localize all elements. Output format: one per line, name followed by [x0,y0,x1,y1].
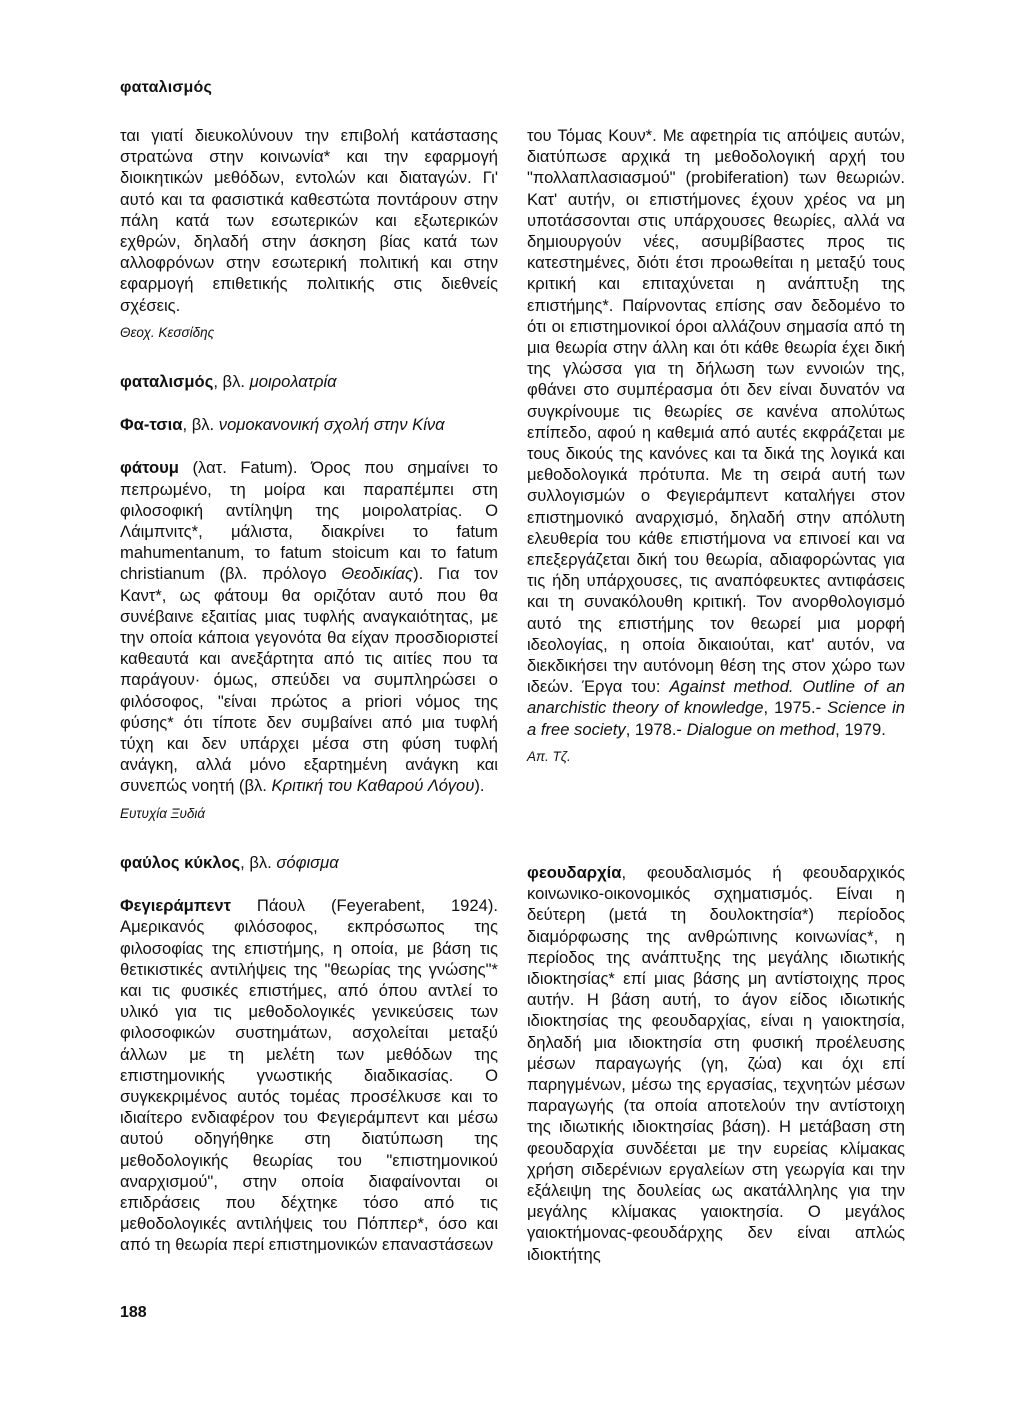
entry-term: Φα-τσια [120,415,183,435]
work-title: Against method. Outline of an anarchistic theory of knowledge [527,677,905,718]
entry-faulos-kyklos [120,852,498,873]
cross-reference: σόφισμα [276,852,339,872]
entry-text: , φεουδαλισμός ή φεουδαρχικός κοινωνικο-οικονομικός σχηματισμός. Είναι η δεύτερη (μετά τη δουλοκτησία*) περίοδος διαμόρφωσης της ανθρώπινης κοινωνίας*, η περίοδος της ανάπτυξης της μεγάλης ιδιωτικής ιδιοκτησίας* επί μιας βάσης μη αντίστοιχης προς αυτήν. Η βάση αυτή, το άγον είδος ιδιωτικής ιδιοκτησίας της φεουδαρχίας, είναι η γαιοκτησία, δηλαδή μια ιδιοκτησία στη φυσική προέλευσης μέσων παραγωγής (γη, ζώα) και όχι επί παρηγμένων, μέσω της εργασίας, τεχνητών μέσων παραγωγής (τα οποία αποτελούν την αντίστοιχη της ιδιωτικής ιδιοκτησίας βάση). Η μετάβαση στη φεουδαρχία συνδέεται με την ευρείας κλίμακας χρήση σιδερένιων εργαλείων στη γεωργία και την εξάλειψη της δουλείας ως ακατάλληλης για την μεγάλης κλίμακας γαιοκτησία. Ο μεγάλος γαιοκτήμονας-φεουδάρχης δεν είναι απλώς ιδιοκτήτης [527,863,905,1264]
entry-term: φεουδαρχία [527,863,622,882]
entry-text: Πάουλ (Feyerabent, 1924). Αμερικανός φιλόσοφος, εκπρόσωπος της φιλοσοφίας της επιστήμης, η οποία, με βάση τις θετικιστικές αντιλήψεις της "θεωρίας της γνώσης"* και τις φυσικές επιστήμες, από όπου αντλεί το υλικό για τις μεθοδολογικές γενικεύσεις των φιλοσοφικών συστημάτων, ασχολείται μεταξύ άλλων με τη μελέτη των μεθόδων της επιστημονικής γνωστικής διαδικασίας. Ο συγκεκριμένος αυτός τομέας προσέλκυσε και το ιδιαίτερο ενδιαφέρον του Φεγιεράμπεντ και μέσω αυτού οδηγήθηκε στη διατύπωση της μεθοδολογικής θεωρίας του "επιστημονικού αναρχισμού", στην οποία διαφαίνονται οι επιδράσεις που δέχτηκε τόσο από τις μεθοδολογικές αντιλήψεις του Πόππερ*, όσο και από τη θεωρία περί επιστημονικών επαναστάσεων [120,896,498,1255]
entry-text: ). Για τον Καντ*, ως φάτουμ θα οριζόταν αυτό που θα συνέβαινε εξαιτίας μιας τυφλής αναγκαιότητας, με την οποία κάποια γεγονότα θα είχαν προσδιοριστεί καθεαυτά και ανεξάρτητα από τις αιτίες που τα παράγουν· όμως, σπεύδει να συμπληρώσει ο φιλόσοφος, "είναι πρώτος a priori νόμος της φύσης* ότι τίποτε δεν συμβαίνει από μια τυφλή τύχη και δεν υπάρχει μέσα στη φύση τυφλή ανάγκη, αλλά μόνο εξαρτημένη ανάγκη και συνεπώς νοητή (βλ. [120,564,498,796]
italic-title: Θεοδικίας [341,564,414,584]
left-column [120,125,498,1256]
cross-reference: νομοκανονική σχολή στην Κίνα [218,415,445,435]
entry-text: ). [474,776,485,796]
entry-fa-tsia [120,414,498,435]
entry-text: (λατ. Fatum). Όρος που σημαίνει το πεπρωμένο, τη μοίρα και παραπέμπει στη φιλοσοφική αντίληψη της μοιρολατρίας. Ο Λάιμπνιτς*, μάλιστα, διακρίνει το fatum mahumentanum, το fatum stoicum και το fatum christianum (βλ. πρόλογο [120,458,498,584]
entry-text: του Τόμας Κουν*. Με αφετηρία τις απόψεις αυτών, διατύπωσε αρχικά τη μεθοδολογική αρχή του "πολλαπλασιασμού" (probiferation) των θεωριών. Κατ' αυτήν, οι επιστήμονες έχουν χρέος να μη υποτάσσονται στις υπάρχουσες θεωρίες, αλλά να δημιουργούν νέες, ασυμβίβαστες προς τις κατεστημένες, διότι έτσι προωθείται η μεταξύ τους κριτική και επιταχύνεται η ανάπτυξη της επιστήμης*. Παίρνοντας επίσης σαν δεδομένο το ότι οι επιστημονικοί όροι αλλάζουν σημασία από τη μια θεωρία στην άλλη και ότι κάθε θεωρία έχει δική της γλώσσα για τη δήλωση των εννοιών της, φθάνει στο συμπέρασμα ότι δεν είναι δυνατόν να συγκρίνουμε τις θεωρίες σε κανένα απολύτως επίπεδο, αφού η καθεμιά από αυτές εκφράζεται με τους δικούς της κανόνες και τα δικά της λογικά και μεθοδολογικά πρότυπα. Με τη σειρά αυτή των συλλογισμών ο Φεγιεράμπεντ καταλήγει στον επιστημονικό αναρχισμό, δηλαδή στην απόλυτη ελευθερία του κάθε επιστήμονα να επινοεί και να επεξεργάζεται δική του θεωρία, αδιαφορώντας για τις ήδη υπάρχουσες, τις αναπόφευκτες αντιφάσεις και τη συνακόλουθη κριτική. Τον ανορθολογισμό αυτό της επιστήμης τον θεωρεί μια μορφή ιδεολογίας, η οποία δικαιούται, κατ' αυτόν, να διεκδικήσει την αυτόνομη θέση της στον χώρο των ιδεών. Έργα του: [527,126,905,697]
paragraph-feyerabend-cont [527,125,905,740]
entry-term: φαύλος κύκλος [120,852,241,872]
entry-ref: , βλ. [240,852,277,872]
author-signature: Θεοχ. Κεσσίδης [120,324,215,340]
author-signature: Ευτυχία Ξυδιά [120,805,206,821]
entry-ref: , βλ. [213,372,250,392]
entry-text: , 1975.- [763,698,828,718]
entry-text: , 1979. [835,719,886,739]
right-column [527,125,905,767]
entry-feoudarchia [527,862,905,1265]
entry-term: Φεγιεράμπεντ [120,896,232,916]
entry-fatalismos [120,371,498,392]
cross-reference: μοιρολατρία [249,372,337,392]
author-signature: Απ. Τζ. [527,748,571,764]
right-column-lower [527,862,905,1265]
entry-ref: , βλ. [182,415,219,435]
italic-title: Κριτική του Καθαρού Λόγου [271,776,475,796]
work-title: Science in a free society [527,698,906,739]
work-title: Dialogue on method [686,719,836,739]
running-header: φαταλισμός [120,79,212,96]
entry-term: φαταλισμός [120,372,214,392]
entry-term: φάτουμ [120,458,179,478]
page-number: 188 [120,1304,147,1321]
entry-fatum [120,457,498,796]
paragraph-fasismos-end: ται γιατί διευκολύνουν την επιβολή κατάστασης στρατώνα στην κοινωνία* και την εφαρμογή διοικητικών μεθόδων, εντολών και διαταγών. Γι' αυτό και τα φασιστικά καθεστώτα ποντάρουν στην πάλη κατά των εσωτερικών και εξωτερικών εχθρών, δηλαδή στην άσκηση βίας κατά των αλλοφρόνων στην εσωτερική πολιτική και στην εφαρμογή επιθετικής πολιτικής στις διεθνείς σχέσεις. [120,126,498,315]
entry-feyerabend [120,895,498,1255]
entry-text: , 1978.- [625,719,687,739]
